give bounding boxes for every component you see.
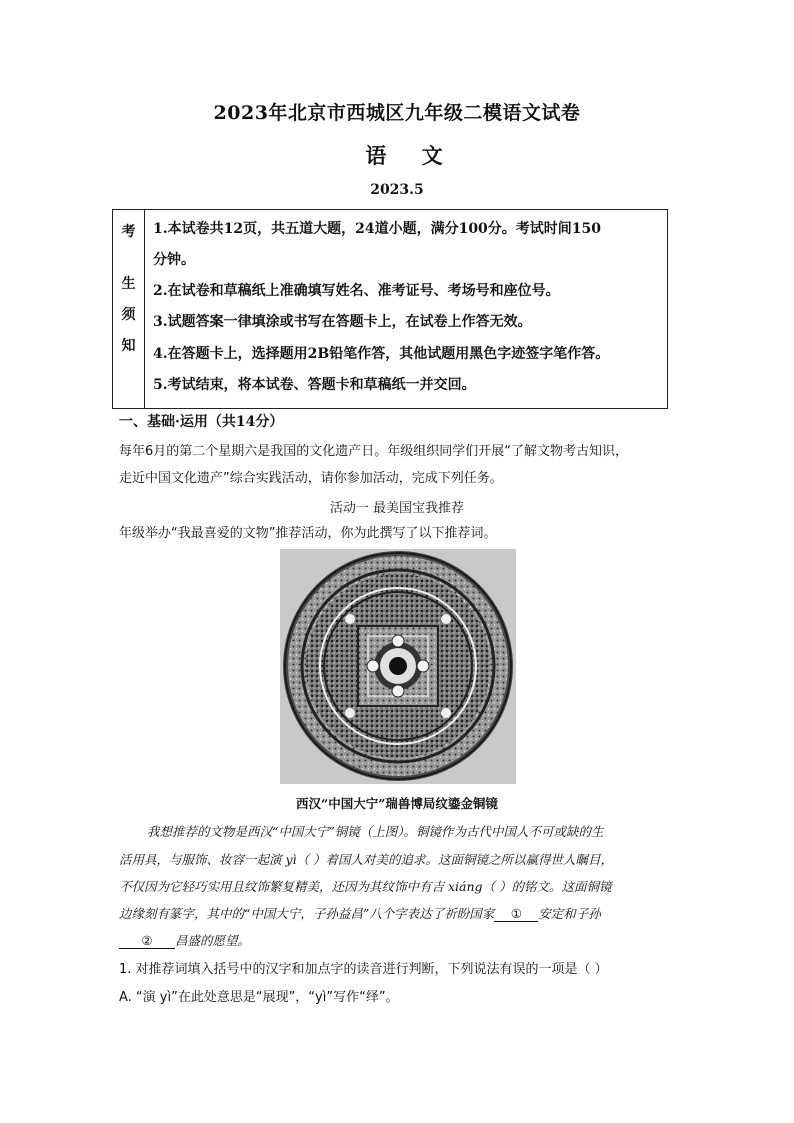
exam-date: 2023.5 (370, 182, 424, 198)
activity-title: 活动一 最美国宝我推荐 (329, 501, 465, 516)
option-a: A. “演 yì”在此处意思是“展现”，“yì”写作“绎”。 (119, 990, 399, 1005)
passage-text: 安定和子孙 (538, 906, 601, 921)
passage-line: 我想推荐的文物是西汉“中国大宁”铜镜（上图）。铜镜作为古代中国人不可或缺的生 (147, 824, 604, 839)
notice-label-char: 考 (121, 224, 136, 240)
intro-line: 每年6月的第二个星期六是我国的文化遗产日。年级组织同学们开展“了解文物考古知识， (119, 444, 629, 459)
passage-line: 不仅因为它轻巧实用且纹饰繁复精美，还因为其纹饰中有吉 xiáng（ ）的铭文。这面铜镜 (119, 879, 612, 894)
notice-item: 3.试题答案一律填涂或书写在答题卡上，在试卷上作答无效。 (153, 314, 532, 330)
notice-label-char: 须 (121, 307, 136, 323)
notice-item: 1.本试卷共12页，共五道大题，24道小题，满分100分。考试时间150 (153, 221, 602, 237)
page-title: 2023年北京市西城区九年级二模语文试卷 (213, 102, 581, 124)
notice-label-char: 生 (121, 276, 136, 292)
blank-1: ① (494, 906, 538, 922)
notice-item: 4.在答题卡上，选择题用2B铅笔作答，其他试题用黑色字迹签字笔作答。 (153, 346, 610, 362)
passage-line (119, 904, 601, 922)
passage-line (119, 931, 250, 949)
intro-line: 走近中国文化遗产”综合实践活动，请你参加活动，完成下列任务。 (119, 471, 503, 486)
question-1: 1. 对推荐词填入括号中的汉字和加点字的读音进行判断，下列说法有误的一项是（ ） (119, 962, 608, 977)
notice-item: 分钟。 (153, 252, 195, 268)
figure-caption: 西汉“中国大宁”瑞兽博局纹鎏金铜镜 (296, 796, 498, 811)
passage-text: 昌盛的愿望。 (175, 933, 251, 948)
bronze-mirror-illustration (280, 549, 516, 784)
passage-line: 活用具，与服饰、妆容一起演 yì（ ）着国人对美的追求。这面铜镜之所以赢得世人瞩目， (119, 852, 614, 867)
section-heading: 一、基础·运用（共14分） (119, 414, 284, 430)
exam-notice-box (112, 209, 668, 409)
activity-intro: 年级举办“我最喜爱的文物”推荐活动，你为此撰写了以下推荐词。 (119, 526, 497, 541)
notice-label-column (113, 210, 145, 408)
notice-item: 5.考试结束，将本试卷、答题卡和草稿纸一并交回。 (153, 377, 476, 393)
blank-2: ② (119, 933, 175, 949)
bronze-mirror-image (280, 549, 516, 784)
notice-item: 2.在试卷和草稿纸上准确填写姓名、准考证号、考场号和座位号。 (153, 283, 560, 299)
subject-title: 语 文 (365, 143, 457, 168)
notice-label-char: 知 (121, 338, 136, 354)
passage-text: 边缘刻有篆字，其中的“中国大宁，子孙益昌”八个字表达了祈盼国家 (119, 906, 495, 921)
